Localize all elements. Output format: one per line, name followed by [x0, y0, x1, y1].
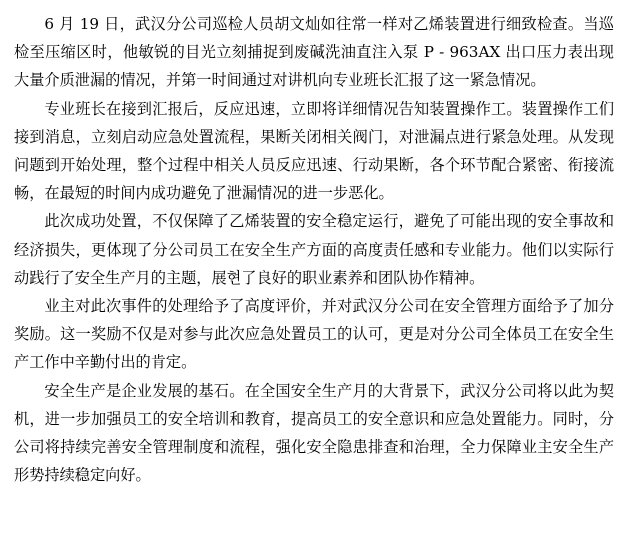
- paragraph: 安全生产是企业发展的基石。在全国安全生产月的大背景下，武汉分公司将以此为契机，进一步加强员工的安全培训和教育，提高员工的安全意识和应急处置能力。同时，分公司将持续完善安全管理制度和流程，强化安全隐患排查和治理，全力保障业主安全生产形势持续稳定向好。: [14, 381, 614, 485]
- document-body: [14, 10, 614, 489]
- paragraph: 此次成功处置，不仅保障了乙烯装置的安全稳定运行，避免了可能出现的安全事故和经济损失，更体现了分公司员工在安全生产方面的高度责任感和专业能力。他们以实际行动践行了安全生产月的主题，展현了良好的职业素养和团队协作精神。: [14, 212, 614, 287]
- paragraph: 6 月 19 日，武汉分公司巡检人员胡文灿如往常一样对乙烯装置进行细致检查。当巡检至压缩区时，他敏锐的目光立刻捕捉到废碱洗油直注入泵 P - 963AX 出口压力表出现大量介质泄漏的情况，并第一时间通过对讲机向专业班长汇报了这一紧急情况。: [14, 15, 614, 90]
- paragraph: 专业班长在接到汇报后，反应迅速，立即将详细情况告知装置操作工。装置操作工们接到消息，立刻启动应急处置流程，果断关闭相关阀门，对泄漏点进行紧急处理。从发现问题到开始处理，整个过程中相关人员反应迅速、行动果断，各个环节配合紧密、衔接流畅，在最短的时间内成功避免了泄漏情况的进一步恶化。: [14, 99, 614, 203]
- paragraph: 业主对此次事件的处理给予了高度评价，并对武汉分公司在安全管理方面给予了加分奖励。这一奖励不仅是对参与此次应急处置员工的认可，更是对分公司全体员工在安全生产工作中辛勤付出的肯定。: [14, 297, 614, 372]
